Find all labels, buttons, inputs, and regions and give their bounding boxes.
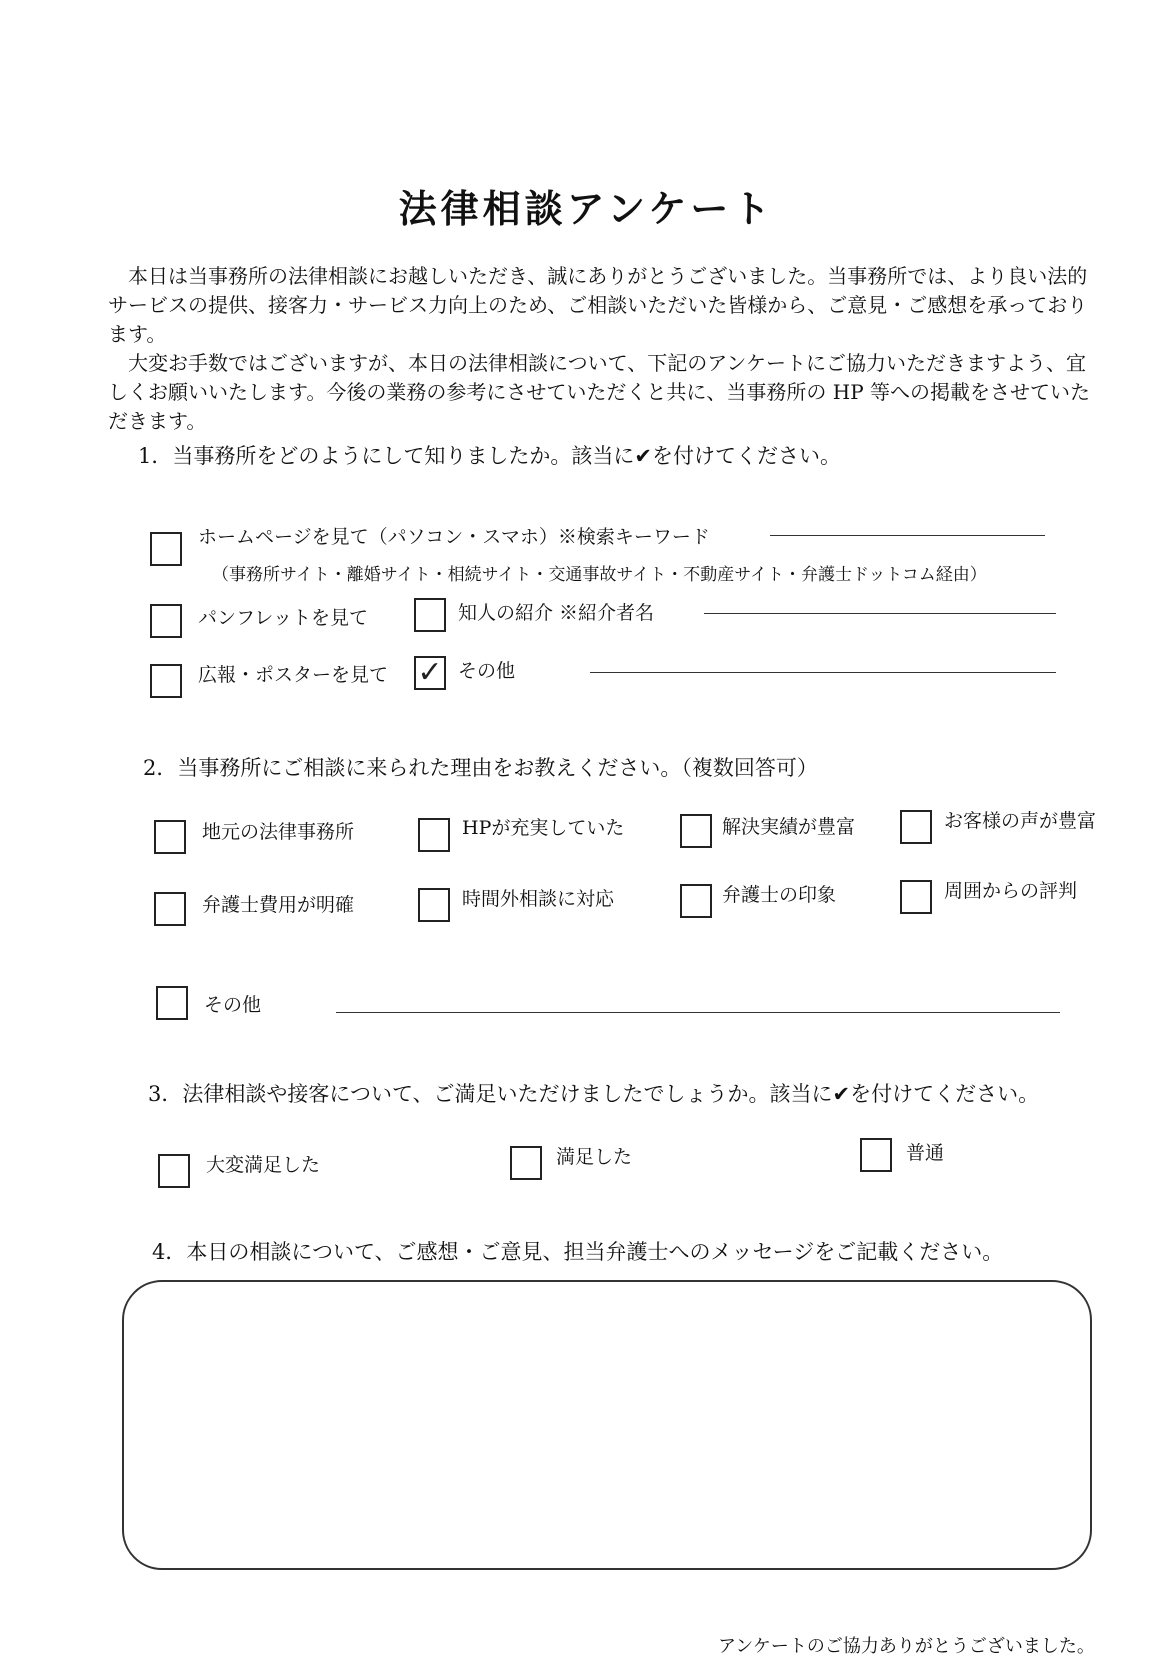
q1-label-other: その他 <box>458 660 516 682</box>
q1-label-referral: 知人の紹介 ※紹介者名 <box>458 602 655 624</box>
q2-checkbox-reputation[interactable] <box>900 880 932 914</box>
q3-heading: 3．法律相談や接客について、ご満足いただけましたでしょうか。該当に✔を付けてください。 <box>148 1082 1040 1106</box>
comment-textarea[interactable] <box>122 1280 1092 1570</box>
q2-label-after-hours: 時間外相談に対応 <box>462 888 615 910</box>
q2-other-line[interactable] <box>336 1012 1060 1013</box>
q2-checkbox-after-hours[interactable] <box>418 888 450 922</box>
q1-label-pamphlet: パンフレットを見て <box>198 607 369 629</box>
q2-label-hp: HPが充実していた <box>462 817 625 839</box>
q2-checkbox-results[interactable] <box>680 814 712 848</box>
q1-other-line[interactable] <box>590 672 1056 673</box>
q1-heading: 1．当事務所をどのようにして知りましたか。該当に✔を付けてください。 <box>138 444 841 468</box>
q2-label-impression: 弁護士の印象 <box>722 884 837 906</box>
q2-checkbox-reviews[interactable] <box>900 810 932 844</box>
q2-label-local: 地元の法律事務所 <box>202 821 355 843</box>
footer-thanks: アンケートのご協力ありがとうございました。 <box>718 1636 1095 1657</box>
q1-label-poster: 広報・ポスターを見て <box>198 664 389 686</box>
q3-label-neutral: 普通 <box>906 1142 945 1164</box>
q2-checkbox-other[interactable] <box>156 986 188 1020</box>
q2-label-reputation: 周囲からの評判 <box>944 880 1078 902</box>
q2-checkbox-impression[interactable] <box>680 884 712 918</box>
page-title: 法律相談アンケート <box>398 187 775 231</box>
q3-checkbox-neutral[interactable] <box>860 1138 892 1172</box>
q3-checkbox-very-satisfied[interactable] <box>158 1154 190 1188</box>
q1-checkbox-homepage[interactable] <box>150 532 182 566</box>
q3-label-satisfied: 満足した <box>556 1146 633 1168</box>
q2-label-fees: 弁護士費用が明確 <box>202 894 355 916</box>
q2-label-reviews: お客様の声が豊富 <box>944 810 1097 832</box>
q2-label-results: 解決実績が豊富 <box>722 816 856 838</box>
q3-checkbox-satisfied[interactable] <box>510 1146 542 1180</box>
q2-checkbox-local[interactable] <box>154 820 186 854</box>
q1-checkbox-pamphlet[interactable] <box>150 604 182 638</box>
q2-label-other: その他 <box>204 994 262 1016</box>
q2-checkbox-hp[interactable] <box>418 818 450 852</box>
q2-checkbox-fees[interactable] <box>154 892 186 926</box>
q1-checkbox-referral[interactable] <box>414 598 446 632</box>
q1-checkbox-poster[interactable] <box>150 664 182 698</box>
q1-referrer-line[interactable] <box>704 613 1056 614</box>
q2-heading: 2．当事務所にご相談に来られた理由をお教えください。（複数回答可） <box>143 756 818 780</box>
q1-label-homepage: ホームページを見て（パソコン・スマホ）※検索キーワード <box>198 526 710 548</box>
intro-paragraph-2: 大変お手数ではございますが、本日の法律相談について、下記のアンケートにご協力いただきますよう、宜しくお願いいたします。今後の業務の参考にさせていただくと共に、当事務所の HP 等への掲載をさせていただきます。 <box>108 351 1091 433</box>
q4-heading: 4．本日の相談について、ご感想・ご意見、担当弁護士へのメッセージをご記載ください。 <box>152 1240 1004 1264</box>
q3-label-very-satisfied: 大変満足した <box>206 1154 321 1176</box>
q1-keyword-line[interactable] <box>770 535 1045 536</box>
intro-text <box>108 262 1098 436</box>
q1-homepage-note: （事務所サイト・離婚サイト・相続サイト・交通事故サイト・不動産サイト・弁護士ドットコム経由） <box>212 565 987 585</box>
intro-paragraph-1: 本日は当事務所の法律相談にお越しいただき、誠にありがとうございました。当事務所では、より良い法的サービスの提供、接客力・サービス力向上のため、ご相談いただいた皆様から、ご意見・ご感想を承っております。 <box>108 264 1088 346</box>
q1-checkbox-other[interactable]: ✓ <box>414 656 446 690</box>
